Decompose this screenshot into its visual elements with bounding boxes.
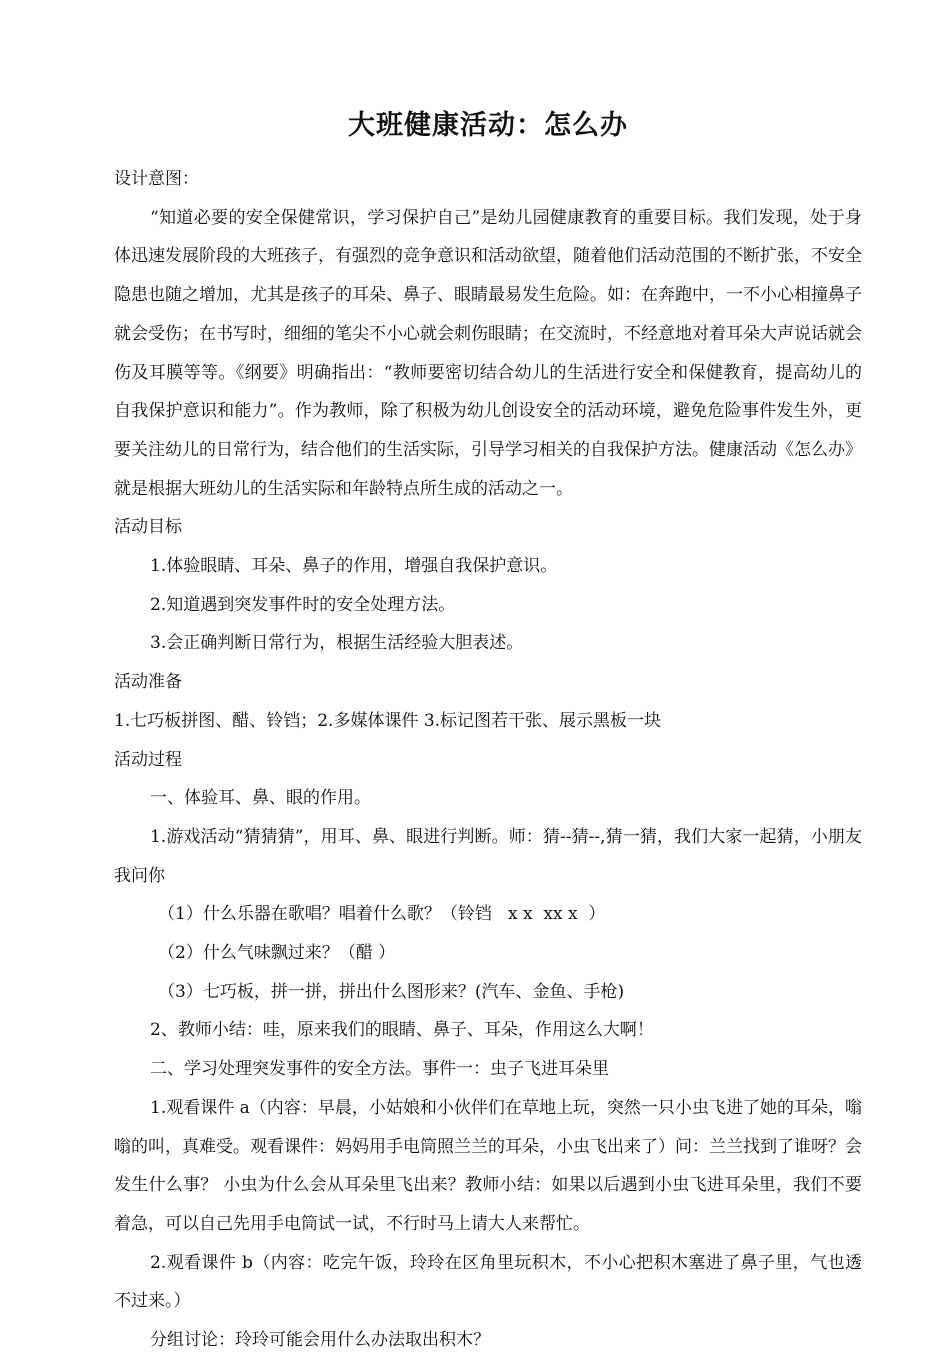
process-heading: 活动过程 xyxy=(114,749,182,770)
document-body xyxy=(114,160,862,1360)
process-game: 1.游戏活动“猜猜猜”，用耳、鼻、眼进行判断。师：猜--猜--,猜一猜，我们大家一起猜，小朋友我问你 xyxy=(114,826,862,886)
design-intent-paragraph: “知道必要的安全保健常识，学习保护自己”是幼儿园健康教育的重要目标。我们发现，处于身体迅速发展阶段的大班孩子，有强烈的竞争意识和活动欲望，随着他们活动范围的不断扩张，不安全隐患也随之增加，尤其是孩子的耳朵、鼻子、眼睛最易发生危险。如：在奔跑中，一不小心相撞鼻子就会受伤；在书写时，细细的笔尖不小心就会刺伤眼睛；在交流时，不经意地对着耳朵大声说话就会伤及耳膜等等。《纲要》明确指出：“教师要密切结合幼儿的生活进行安全和保健教育，提高幼儿的自我保护意识和能力”。作为教师，除了积极为幼儿创设安全的活动环境，避免危险事件发生外，更要关注幼儿的日常行为，结合他们的生活实际，引导学习相关的自我保护方法。健康活动《怎么办》就是根据大班幼儿的生活实际和年龄特点所生成的活动之一。 xyxy=(114,207,862,499)
process-question-2: （2）什么气味飘过来？（醋 ） xyxy=(158,943,396,964)
process-part1-title: 一、体验耳、鼻、眼的作用。 xyxy=(150,788,371,809)
preparation-text: 1.七巧板拼图、醋、铃铛；2.多媒体课件 3.标记图若干张、展示黑板一块 xyxy=(114,710,662,731)
process-question-1: （1）什么乐器在歌唱？唱着什么歌？（铃铛 x x xx x ） xyxy=(158,904,606,925)
process-courseware-a: 1.观看课件 a（内容：早晨，小姑娘和小伙伴们在草地上玩，突然一只小虫飞进了她的耳朵，嗡嗡的叫，真难受。观看课件：妈妈用手电筒照兰兰的耳朵，小虫飞出来了）问：兰兰找到了谁呀？会发生什么事？ 小虫为什么会从耳朵里飞出来？教师小结：如果以后遇到小虫飞进耳朵里，我们不要着急，可以自己先用手电筒试一试，不行时马上请大人来帮忙。 xyxy=(114,1097,862,1234)
preparation-heading: 活动准备 xyxy=(114,672,182,693)
process-discussion: 分组讨论：玲玲可能会用什么办法取出积木？ xyxy=(150,1330,490,1351)
goal-item: 2.知道遇到突发事件时的安全处理方法。 xyxy=(150,594,456,615)
document-title: 大班健康活动：怎么办 xyxy=(348,110,628,141)
goals-heading: 活动目标 xyxy=(114,517,182,538)
process-summary: 2、教师小结：哇，原来我们的眼睛、鼻子、耳朵，作用这么大啊！ xyxy=(150,1020,654,1041)
goal-item: 1.体验眼睛、耳朵、鼻子的作用，增强自我保护意识。 xyxy=(150,556,558,577)
goal-item: 3.会正确判断日常行为，根据生活经验大胆表述。 xyxy=(150,633,524,654)
process-courseware-b: 2.观看课件 b（内容：吃完午饭，玲玲在区角里玩积木，不小心把积木塞进了鼻子里，气也透不过来。） xyxy=(114,1252,862,1312)
process-part2-title: 二、学习处理突发事件的安全方法。事件一：虫子飞进耳朵里 xyxy=(150,1059,609,1080)
design-intent-heading: 设计意图： xyxy=(114,169,199,189)
process-question-3: （3）七巧板，拼一拼，拼出什么图形来？(汽车、金鱼、手枪) xyxy=(158,981,625,1002)
